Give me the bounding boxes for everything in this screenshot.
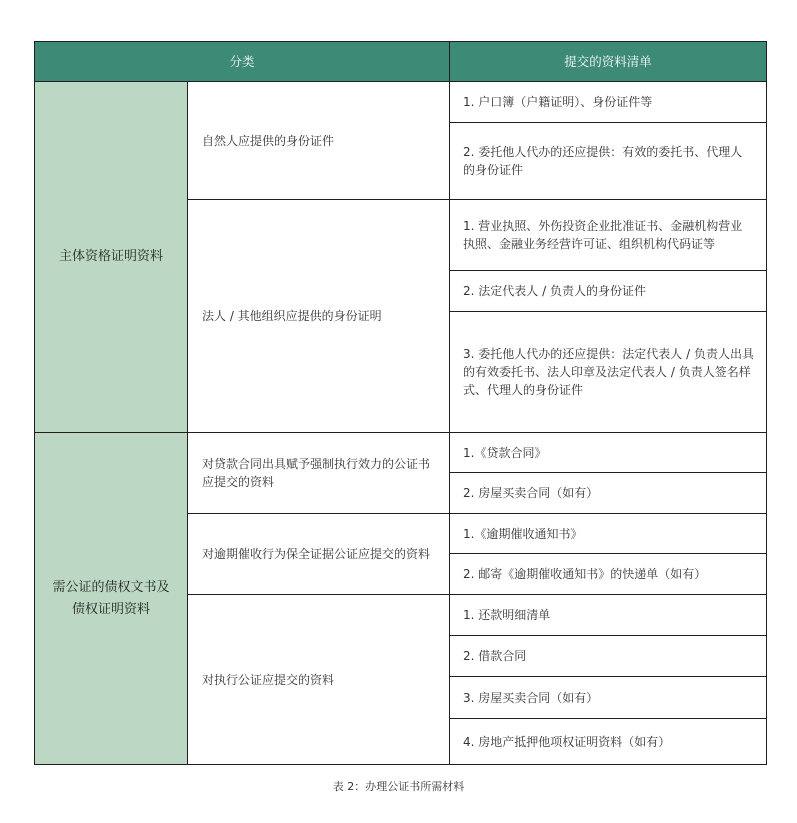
- materials-table: [34, 41, 767, 765]
- table-row: [35, 433, 767, 473]
- subcategory-enforcement: 对执行公证应提交的资料: [188, 595, 450, 765]
- list-item: 1. 还款明细清单: [450, 595, 767, 636]
- list-item: 1. 户口簿（户籍证明）、身份证件等: [450, 82, 767, 123]
- list-item: 2. 借款合同: [450, 636, 767, 677]
- table-row: [35, 82, 767, 123]
- list-item: 2. 邮寄《逾期催收通知书》的快递单（如有）: [450, 554, 767, 595]
- list-item: 3. 房屋买卖合同（如有）: [450, 677, 767, 719]
- list-item: 2. 法定代表人 / 负责人的身份证件: [450, 271, 767, 312]
- list-item: 1.《逾期催收通知书》: [450, 514, 767, 554]
- list-item: 2. 房屋买卖合同（如有）: [450, 473, 767, 514]
- list-item: 4. 房地产抵押他项权证明资料（如有）: [450, 719, 767, 765]
- category-identity-proof: 主体资格证明资料: [35, 82, 188, 433]
- list-item: 1. 营业执照、外伤投资企业批准证书、金融机构营业执照、金融业务经营许可证、组织机构代码证等: [450, 200, 767, 271]
- table-header-row: [35, 42, 767, 82]
- subcategory-natural-person: 自然人应提供的身份证件: [188, 82, 450, 200]
- list-item: 2. 委托他人代办的还应提供：有效的委托书、代理人的身份证件: [450, 123, 767, 200]
- list-item: 1.《贷款合同》: [450, 433, 767, 473]
- category-debt-instruments: 需公证的债权文书及债权证明资料: [35, 433, 188, 765]
- table-caption: 表 2：办理公证书所需材料: [332, 780, 465, 793]
- subcategory-overdue-collection: 对逾期催收行为保全证据公证应提交的资料: [188, 514, 450, 595]
- header-materials: 提交的资料清单: [450, 42, 767, 82]
- subcategory-legal-person: 法人 / 其他组织应提供的身份证明: [188, 200, 450, 433]
- header-category: 分类: [35, 42, 450, 82]
- list-item: 3. 委托他人代办的还应提供：法定代表人 / 负责人出具的有效委托书、法人印章及法定代表人 / 负责人签名样式、代理人的身份证件: [450, 312, 767, 433]
- subcategory-loan-contract: 对贷款合同出具赋予强制执行效力的公证书应提交的资料: [188, 433, 450, 514]
- materials-table-container: [34, 41, 766, 765]
